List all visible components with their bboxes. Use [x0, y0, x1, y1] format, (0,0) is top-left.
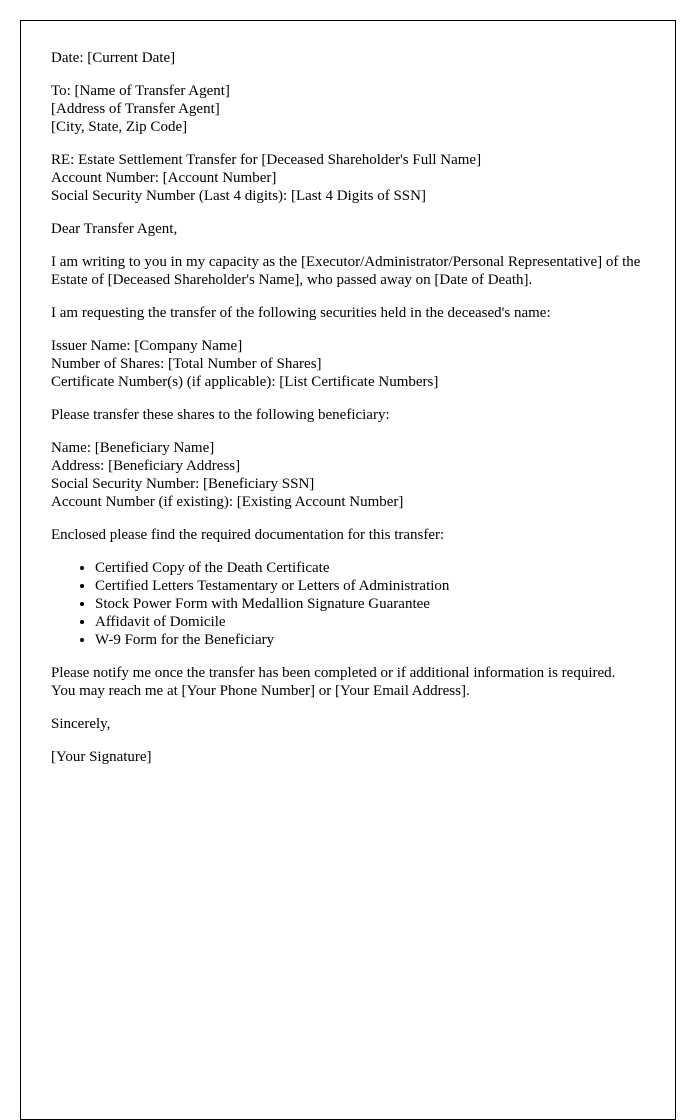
beneficiary-ssn-line: Social Security Number: [Beneficiary SSN] — [51, 476, 315, 492]
paragraph-request: I am requesting the transfer of the following securities held in the deceased's name: — [51, 305, 551, 321]
recipient-name-line: To: [Name of Transfer Agent] — [51, 83, 230, 99]
letter-document — [20, 20, 676, 1120]
issuer-name-line: Issuer Name: [Company Name] — [51, 338, 243, 354]
salutation-line: Dear Transfer Agent, — [51, 221, 178, 237]
recipient-address-line: [Address of Transfer Agent] — [51, 101, 220, 117]
signature-block — [51, 748, 641, 766]
re-ssn-line: Social Security Number (Last 4 digits): [Last 4 Digits of SSN] — [51, 188, 426, 204]
paragraph-capacity: I am writing to you in my capacity as the [Executor/Administrator/Personal Representative] of the Estate of [Deceased Shareholder's Name], who passed away on [Date of Death]. — [51, 254, 641, 288]
recipient-block — [51, 82, 641, 136]
paragraph-transfer: Please transfer these shares to the following beneficiary: — [51, 407, 390, 423]
number-of-shares-line: Number of Shares: [Total Number of Shares] — [51, 356, 322, 372]
enclosure-item-affidavit-of-domicile: • Affidavit of Domicile — [95, 613, 641, 631]
certificate-numbers-line: Certificate Number(s) (if applicable): [List Certificate Numbers] — [51, 374, 439, 390]
enclosure-list — [51, 559, 641, 649]
paragraph-enclosed: Enclosed please find the required documentation for this transfer: — [51, 527, 445, 543]
securities-block — [51, 337, 641, 391]
date-line: Date: [Current Date] — [51, 50, 176, 66]
enclosure-item-letters-testamentary: • Certified Letters Testamentary or Letters of Administration — [95, 577, 641, 595]
date-block — [51, 49, 641, 67]
enclosure-item-death-certificate: • Certified Copy of the Death Certificate — [95, 559, 641, 577]
enclosure-item-stock-power-form: • Stock Power Form with Medallion Signature Guarantee — [95, 595, 641, 613]
enclosure-item-w9-form: • W-9 Form for the Beneficiary — [95, 631, 641, 649]
salutation-block — [51, 220, 641, 238]
beneficiary-address-line: Address: [Beneficiary Address] — [51, 458, 241, 474]
closing-line: Sincerely, — [51, 716, 111, 732]
paragraph-notify: Please notify me once the transfer has been completed or if additional information is required. You may reach me at [Your Phone Number] or [Your Email Address]. — [51, 665, 616, 699]
recipient-city-line: [City, State, Zip Code] — [51, 119, 188, 135]
beneficiary-block — [51, 439, 641, 511]
reference-block — [51, 151, 641, 205]
re-account-number-line: Account Number: [Account Number] — [51, 170, 277, 186]
re-subject-line: RE: Estate Settlement Transfer for [Deceased Shareholder's Full Name] — [51, 152, 482, 168]
beneficiary-account-line: Account Number (if existing): [Existing Account Number] — [51, 494, 404, 510]
closing-block — [51, 715, 641, 733]
beneficiary-name-line: Name: [Beneficiary Name] — [51, 440, 215, 456]
signature-placeholder-line: [Your Signature] — [51, 749, 152, 765]
